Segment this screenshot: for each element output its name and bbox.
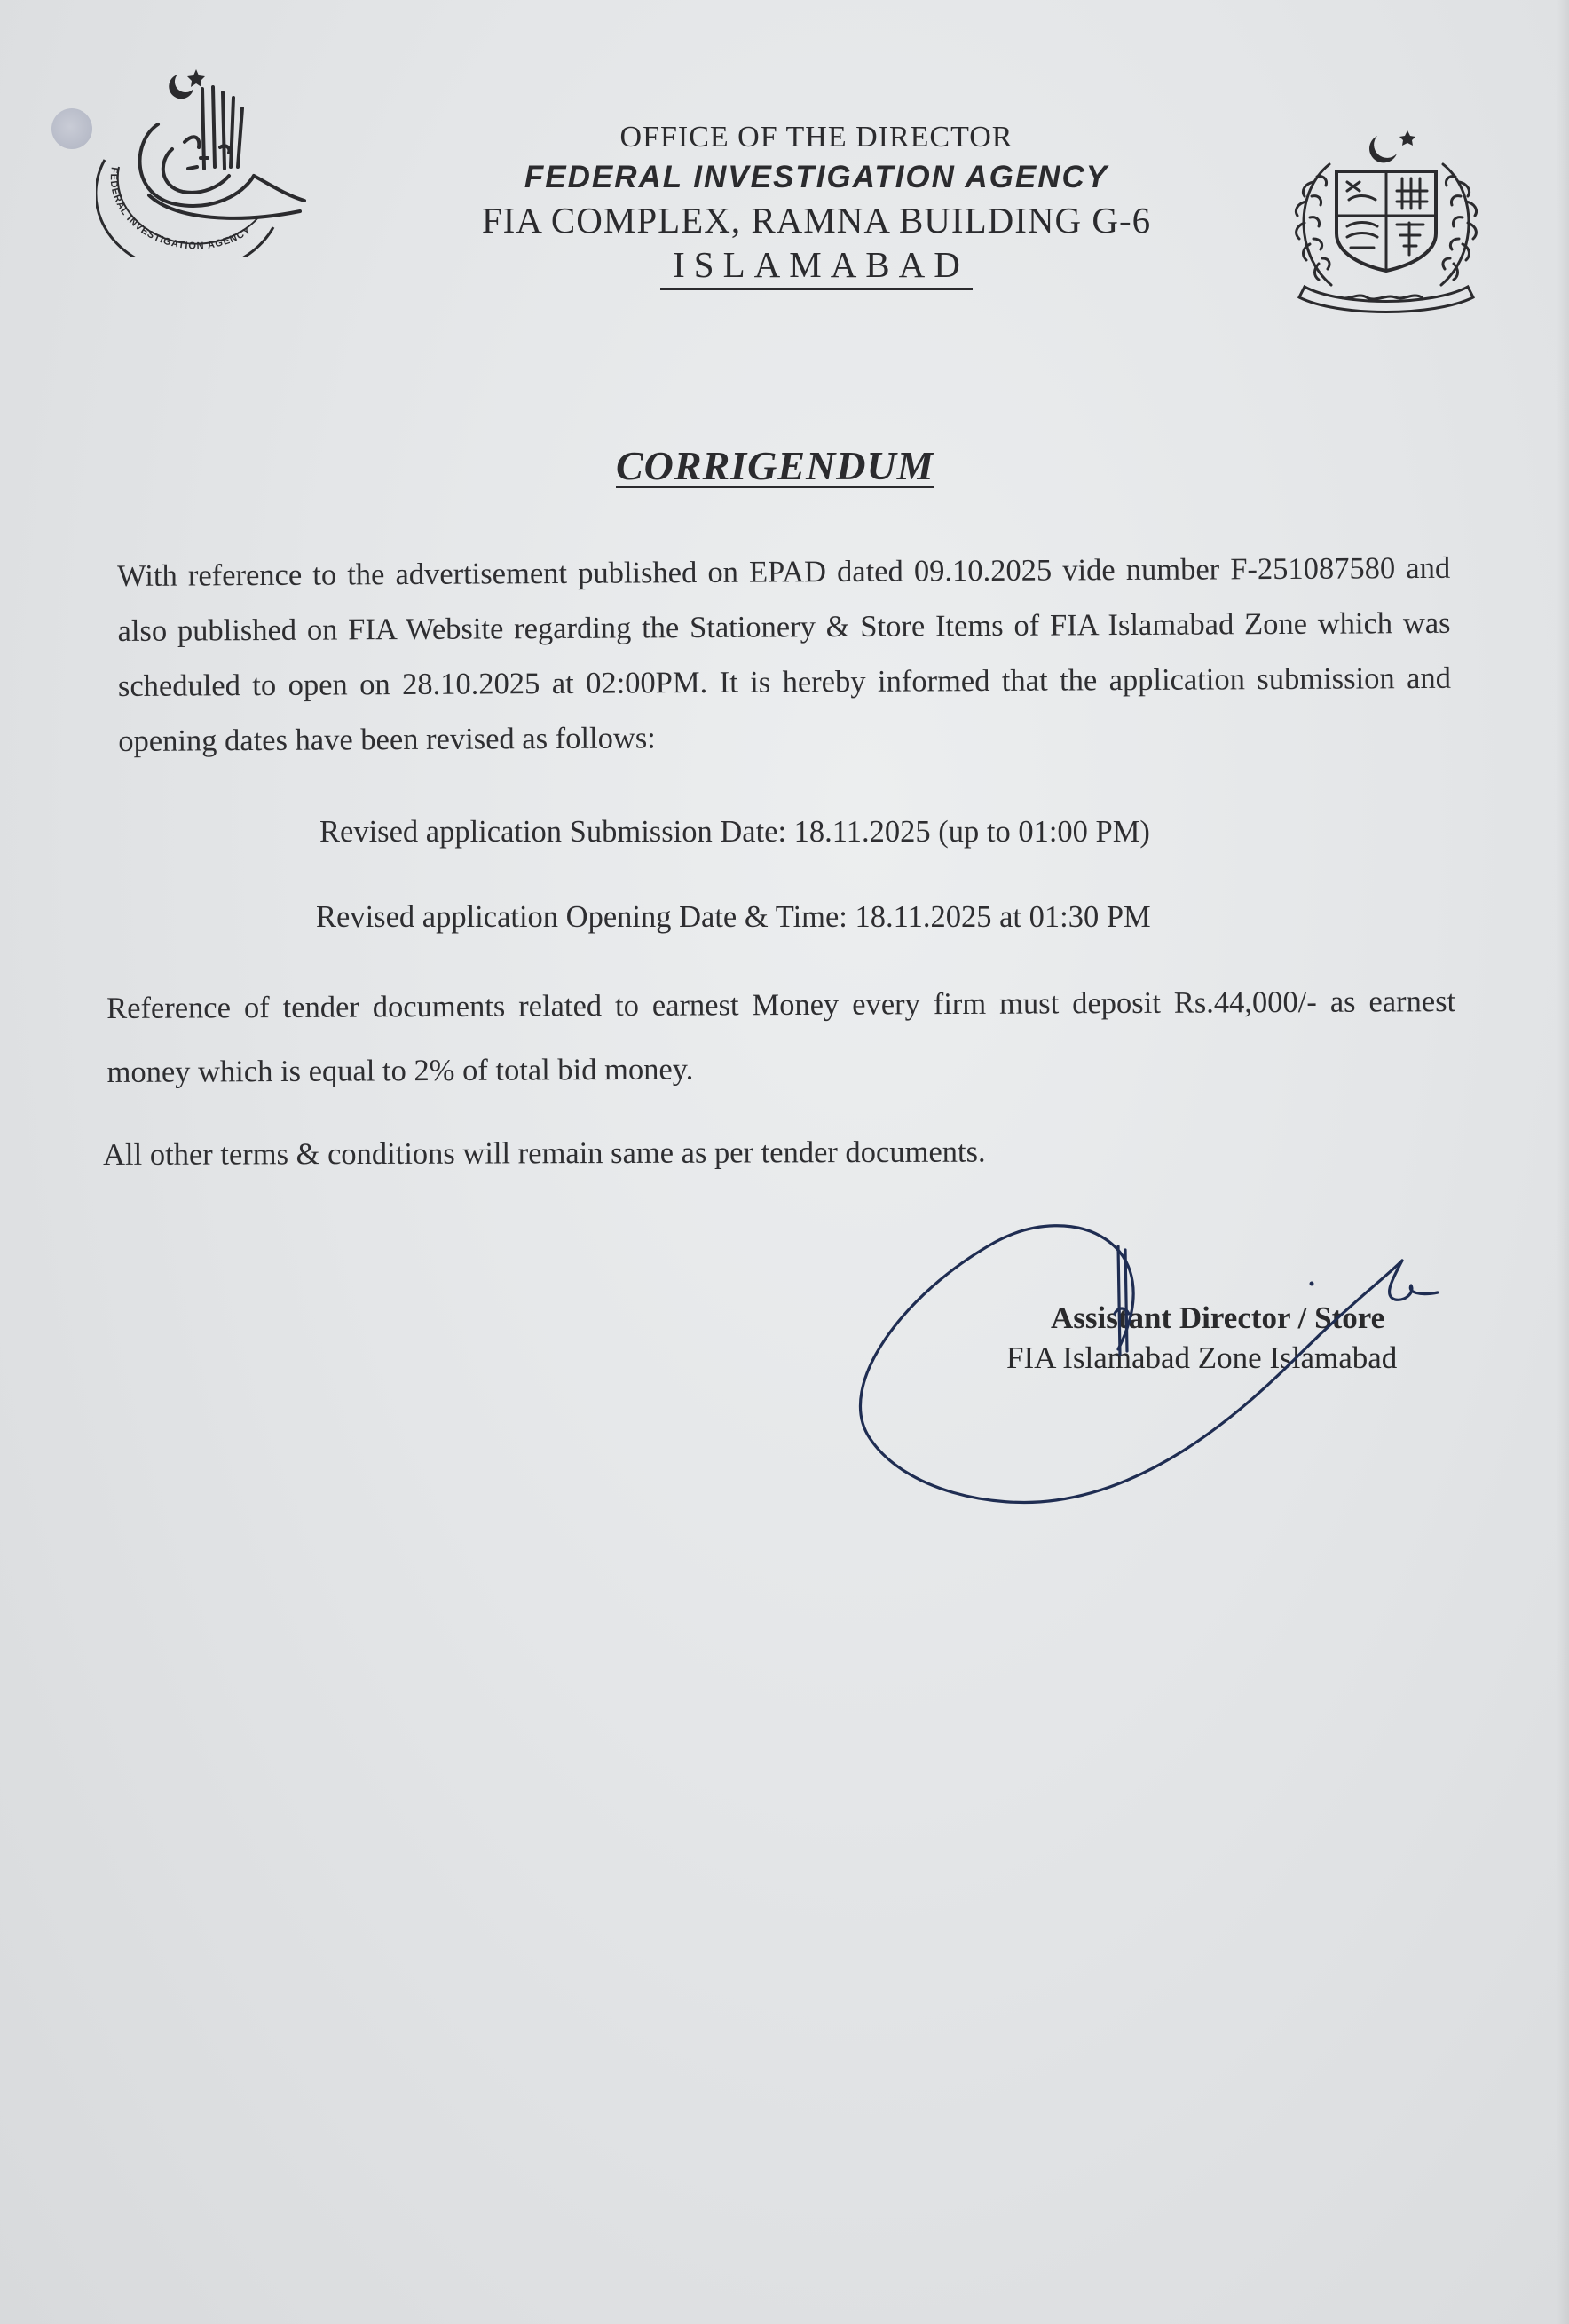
earnest-money-paragraph: Reference of tender documents related to earnest Money every firm must deposit Rs.44,000/- as earnest money which is equal to 2% of total bid money.	[106, 984, 1456, 1089]
punch-hole	[51, 108, 92, 149]
signatory-office: FIA Islamabad Zone Islamabad	[1006, 1340, 1398, 1375]
office-city: ISLAMABAD	[660, 243, 973, 290]
handwritten-signature	[852, 1207, 1473, 1518]
page-edge-shadow	[1557, 0, 1569, 2324]
agency-name: FEDERAL INVESTIGATION AGENCY	[524, 160, 1109, 194]
intro-paragraph: With reference to the advertisement published on EPAD dated 09.10.2025 vide number F-251087580 and also published on FIA Website regarding the Stationery & Store Items of FIA Islamabad Zone which was scheduled to open on 28.10.2025 at 02:00PM. It is hereby informed that the application submission and opening dates have been revised as follows:	[117, 550, 1452, 758]
state-emblem-logo	[1278, 120, 1495, 317]
signatory-designation: Assistant Director / Store	[1051, 1300, 1385, 1335]
office-address: FIA COMPLEX, RAMNA BUILDING G-6	[481, 200, 1152, 241]
terms-paragraph: All other terms & conditions will remain same as per tender documents.	[103, 1134, 986, 1172]
fia-seal-logo	[96, 62, 327, 257]
office-line: OFFICE OF THE DIRECTOR	[619, 121, 1013, 154]
svg-text:FEDERAL INVESTIGATION AGENCY: FEDERAL INVESTIGATION AGENCY	[107, 166, 254, 252]
revised-opening-date: Revised application Opening Date & Time: 18.11.2025 at 01:30 PM	[316, 900, 1151, 934]
document-title: CORRIGENDUM	[616, 443, 934, 488]
revised-submission-date: Revised application Submission Date: 18.11.2025 (up to 01:00 PM)	[319, 815, 1150, 849]
letterhead	[461, 115, 1171, 290]
